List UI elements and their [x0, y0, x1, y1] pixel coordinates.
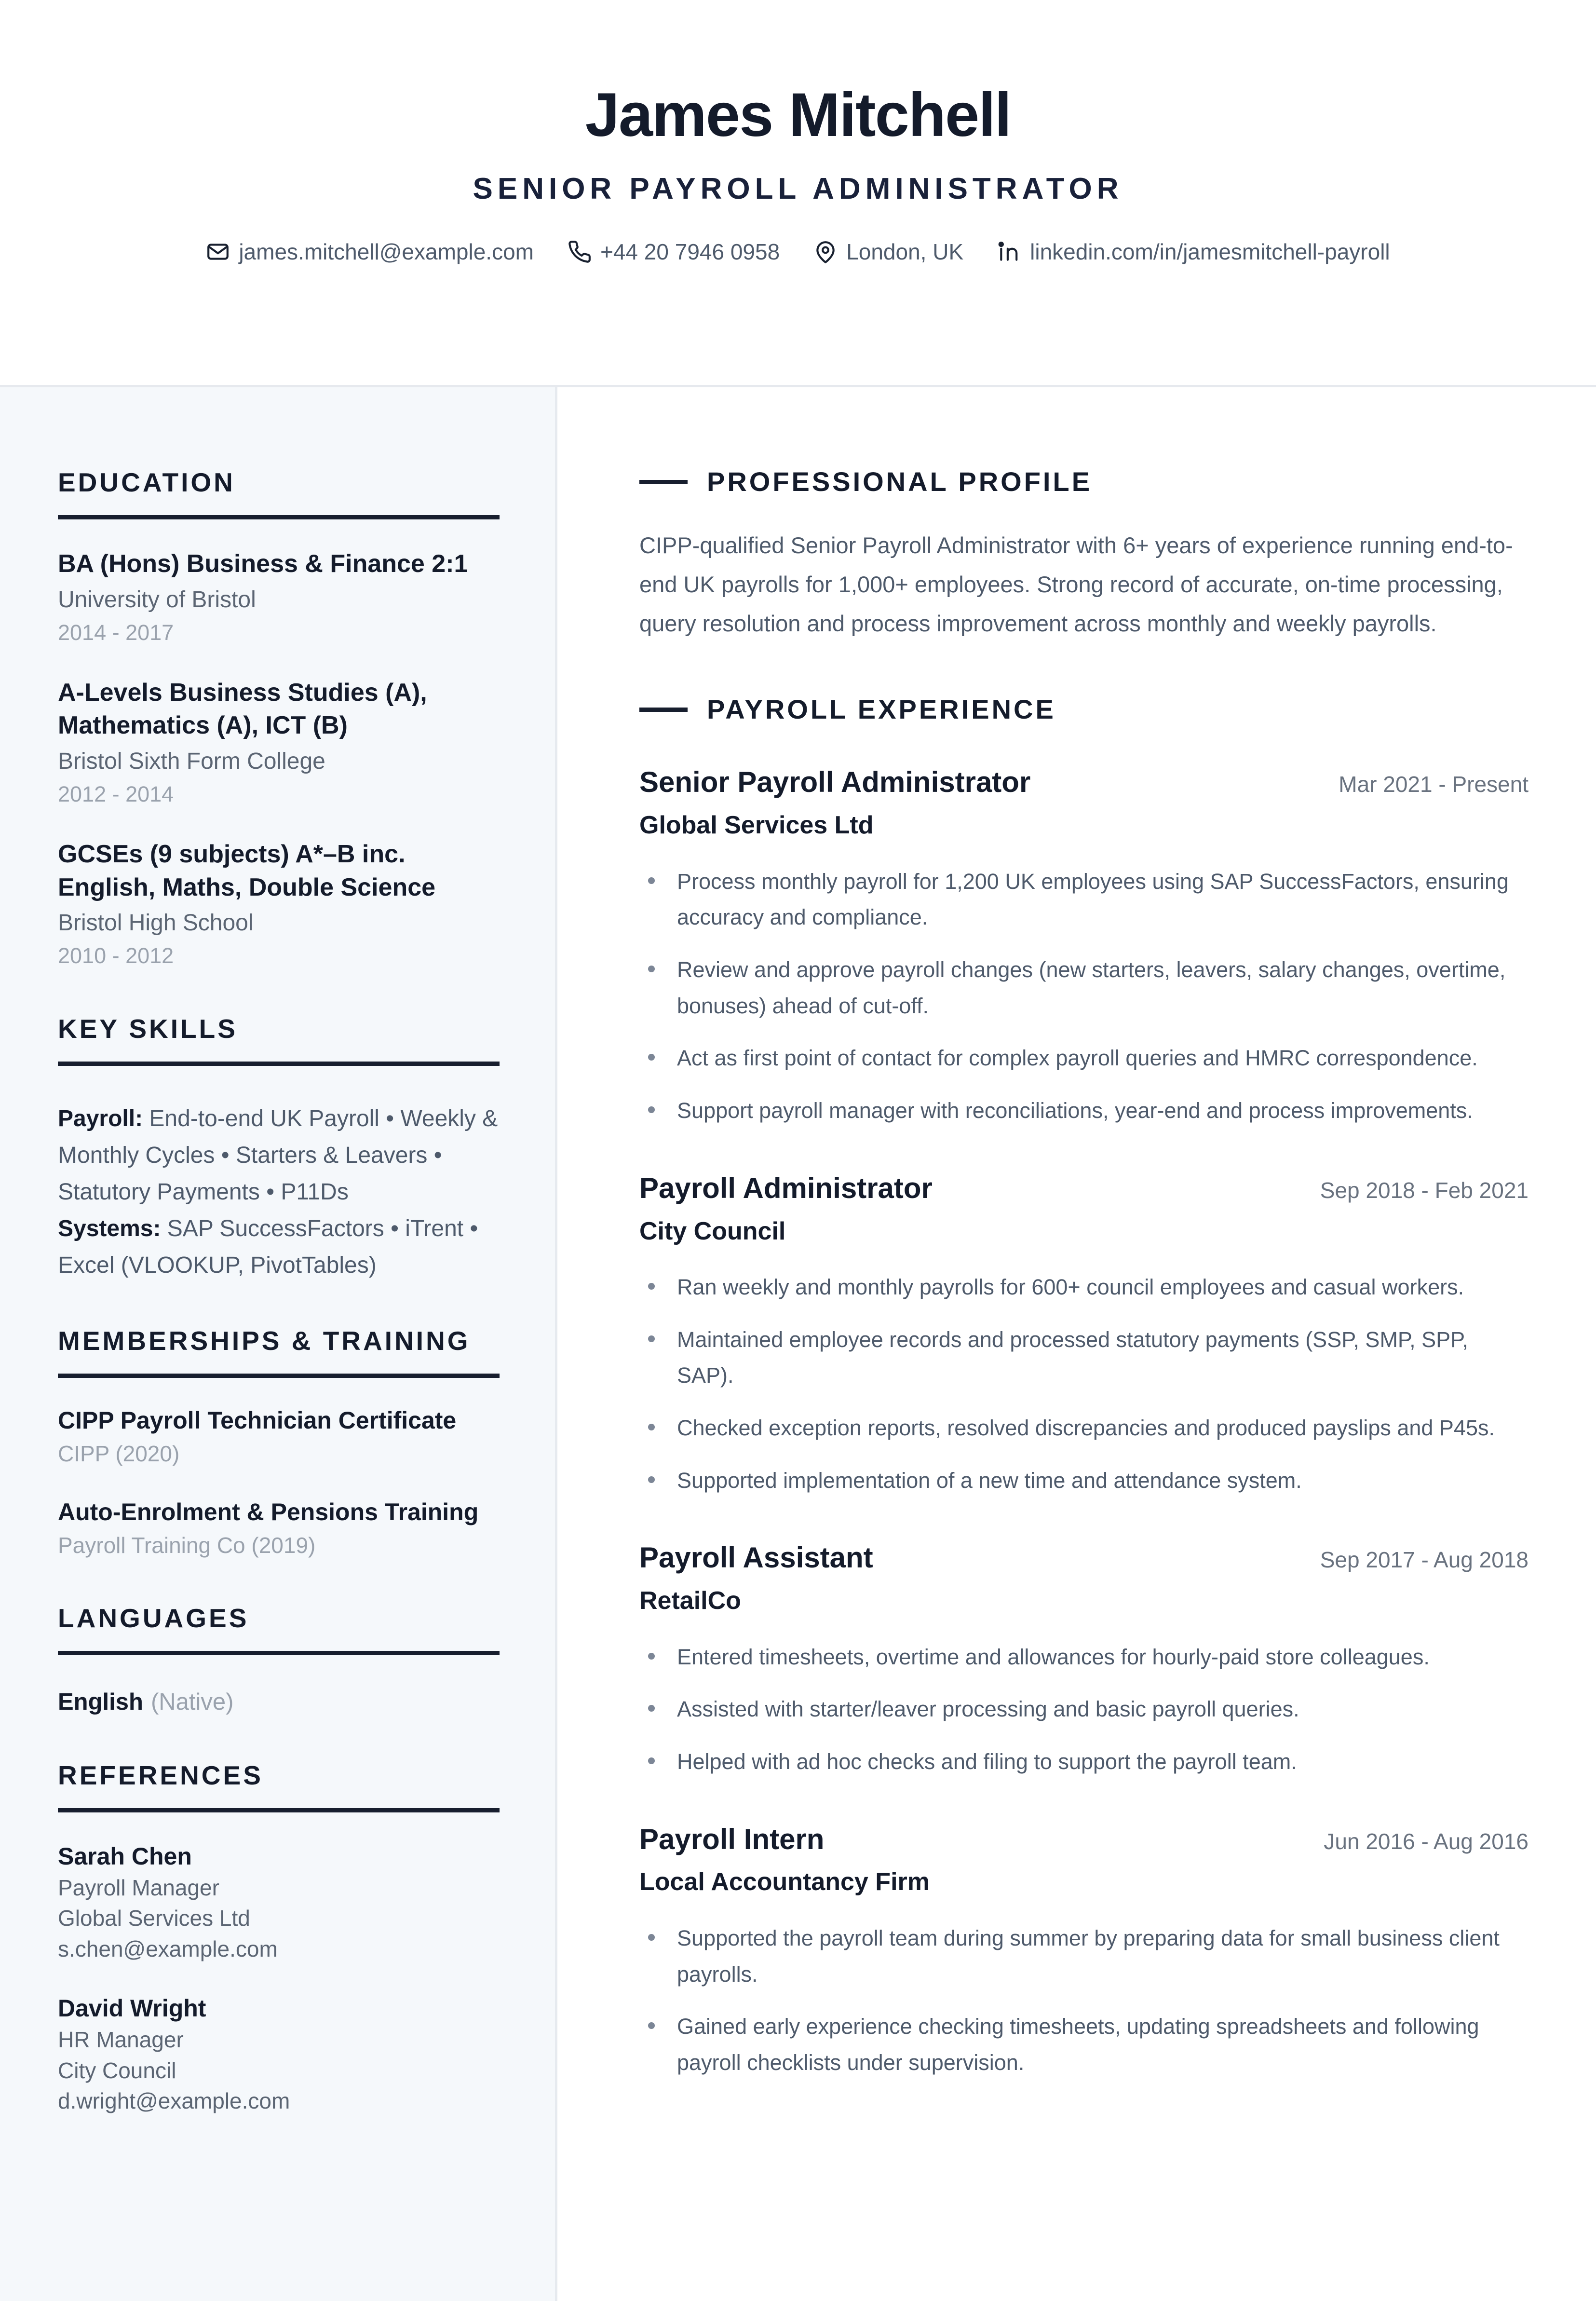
- experience-bullet: [639, 1093, 1528, 1129]
- experience-bullet-text: Assisted with starter/leaver processing and basic payroll queries.: [677, 1697, 1299, 1722]
- experience-item-header: [639, 1541, 1528, 1575]
- experience-dates: Jun 2016 - Aug 2016: [1324, 1828, 1528, 1854]
- experience-org: Global Services Ltd: [639, 811, 874, 840]
- experience-bullet: [639, 1463, 1528, 1499]
- resume-header: [0, 0, 1596, 387]
- experience-org: City Council: [639, 1217, 786, 1245]
- section-experience-header: [639, 696, 1528, 723]
- experience-bullet: [639, 1322, 1528, 1394]
- section-profile-header: [639, 468, 1528, 495]
- bullet-dot-icon: [648, 1653, 655, 1660]
- experience-item: [639, 1171, 1528, 1499]
- bullet-dot-icon: [648, 1705, 655, 1712]
- profile-text: CIPP-qualified Senior Payroll Administrator with 6+ years of experience running end-to-end UK payrolls for 1,000+ employees. Strong record of accurate, on-time processing, query resolution and process improvement across monthly and weekly payrolls.: [639, 532, 1513, 636]
- experience-bullet-text: Gained early experience checking timesheets, updating spreadsheets and following payroll checklists under supervision.: [677, 2014, 1479, 2075]
- membership-name: Auto-Enrolment & Pensions Training: [58, 1498, 479, 1525]
- experience-bullets: [639, 1269, 1528, 1498]
- section-education: [58, 469, 500, 971]
- contact-bar: [189, 240, 1407, 264]
- section-payroll-experience: [639, 696, 1528, 2081]
- education-degree: GCSEs (9 subjects) A*–B inc. English, Maths, Double Science: [58, 840, 436, 901]
- spacer: [58, 1283, 500, 1328]
- reference-title: Payroll Manager: [58, 1875, 219, 1900]
- section-rule: [58, 1374, 500, 1378]
- skill-group: [58, 1211, 500, 1284]
- experience-bullet-text: Checked exception reports, resolved discrepancies and produced payslips and P45s.: [677, 1416, 1495, 1441]
- section-key-skills-heading: KEY SKILLS: [58, 1014, 238, 1044]
- skill-group: [58, 1101, 500, 1210]
- key-skills-body: [58, 1101, 500, 1283]
- contact-phone[interactable]: [568, 240, 780, 264]
- bullet-dot-icon: [648, 1934, 655, 1941]
- bullet-dot-icon: [648, 1054, 655, 1061]
- contact-email-text: james.mitchell@example.com: [239, 239, 534, 265]
- experience-dates: Sep 2018 - Feb 2021: [1320, 1177, 1528, 1203]
- section-rule: [58, 515, 500, 519]
- experience-bullets: [639, 1639, 1528, 1780]
- section-dash-icon: [639, 708, 688, 712]
- education-item: [58, 676, 500, 810]
- experience-bullet: [639, 2009, 1528, 2081]
- reference-name: Sarah Chen: [58, 1842, 192, 1870]
- education-years: 2012 - 2014: [58, 782, 174, 807]
- experience-bullet: [639, 1691, 1528, 1728]
- bullet-dot-icon: [648, 2022, 655, 2029]
- reference-title: HR Manager: [58, 2027, 184, 2053]
- experience-item-header: [639, 765, 1528, 800]
- experience-bullet: [639, 1040, 1528, 1076]
- education-degree: BA (Hons) Business & Finance 2:1: [58, 550, 468, 578]
- education-years: 2010 - 2012: [58, 943, 174, 968]
- experience-bullet: [639, 1639, 1528, 1675]
- education-org: Bristol Sixth Form College: [58, 748, 325, 774]
- experience-dates: Mar 2021 - Present: [1339, 772, 1528, 797]
- experience-bullet-text: Act as first point of contact for complex payroll queries and HMRC correspondence.: [677, 1046, 1478, 1071]
- candidate-role: SENIOR PAYROLL ADMINISTRATOR: [473, 172, 1123, 206]
- education-degree: A-Levels Business Studies (A), Mathematics (A), ICT (B): [58, 678, 427, 740]
- experience-bullet-text: Ran weekly and monthly payrolls for 600+ council employees and casual workers.: [677, 1274, 1464, 1299]
- section-memberships: [58, 1328, 500, 1561]
- section-rule: [58, 1651, 500, 1655]
- section-languages-heading: LANGUAGES: [58, 1603, 249, 1634]
- section-profile-heading: PROFESSIONAL PROFILE: [707, 466, 1093, 497]
- phone-icon: [568, 240, 592, 264]
- spacer: [58, 1561, 500, 1605]
- experience-title: Payroll Intern: [639, 1823, 825, 1855]
- bullet-dot-icon: [648, 877, 655, 884]
- experience-bullet: [639, 1410, 1528, 1446]
- education-item: [58, 547, 500, 648]
- reference-item: [58, 1840, 500, 1964]
- experience-dates: Sep 2017 - Aug 2018: [1320, 1547, 1528, 1573]
- reference-email[interactable]: d.wright@example.com: [58, 2088, 290, 2114]
- membership-org: CIPP (2020): [58, 1441, 180, 1467]
- experience-item-header: [639, 1823, 1528, 1857]
- experience-bullet-text: Support payroll manager with reconciliations, year-end and process improvements.: [677, 1098, 1473, 1123]
- section-languages: [58, 1605, 500, 1718]
- membership-name: CIPP Payroll Technician Certificate: [58, 1407, 457, 1434]
- language-name: English: [58, 1689, 143, 1716]
- experience-bullet-text: Supported implementation of a new time and attendance system.: [677, 1468, 1302, 1493]
- bullet-dot-icon: [648, 1335, 655, 1342]
- spacer: [58, 971, 500, 1016]
- experience-bullet-text: Helped with ad hoc checks and filing to support the payroll team.: [677, 1749, 1297, 1774]
- membership-item: [58, 1497, 500, 1561]
- experience-bullet-text: Maintained employee records and processed statutory payments (SSP, SMP, SPP, SAP).: [677, 1327, 1468, 1388]
- experience-title: Senior Payroll Administrator: [639, 766, 1031, 799]
- envelope-icon: [206, 240, 230, 264]
- section-references-heading: REFERENCES: [58, 1760, 263, 1790]
- contact-email[interactable]: [206, 240, 534, 264]
- contact-location-text: London, UK: [846, 239, 964, 265]
- resume-main: [557, 387, 1596, 2301]
- section-professional-profile: [639, 468, 1528, 643]
- resume-body: [0, 387, 1596, 2301]
- experience-item: [639, 765, 1528, 1129]
- section-key-skills: [58, 1016, 500, 1283]
- reference-org: Global Services Ltd: [58, 1906, 250, 1931]
- experience-bullet-text: Review and approve payroll changes (new starters, leavers, salary changes, overtime, bonuses) ahead of cut-off.: [677, 957, 1506, 1018]
- reference-name: David Wright: [58, 1995, 206, 2022]
- experience-bullet: [639, 1269, 1528, 1306]
- location-pin-icon: [813, 240, 838, 264]
- experience-bullet-text: Supported the payroll team during summer by preparing data for small business client payrolls.: [677, 1925, 1500, 1987]
- bullet-dot-icon: [648, 1283, 655, 1290]
- candidate-name: James Mitchell: [585, 81, 1011, 150]
- experience-bullet: [639, 1920, 1528, 1992]
- section-education-heading: EDUCATION: [58, 467, 235, 497]
- experience-item: [639, 1541, 1528, 1780]
- reference-org: City Council: [58, 2057, 176, 2083]
- reference-item: [58, 1992, 500, 2116]
- experience-item-header: [639, 1171, 1528, 1206]
- linkedin-icon: [997, 240, 1021, 264]
- skill-group-label: Systems:: [58, 1215, 161, 1241]
- language-item: [58, 1687, 500, 1718]
- skill-group-value: End-to-end UK Payroll • Weekly & Monthly Cycles • Starters & Leavers • Statutory Payments • P11Ds: [58, 1106, 498, 1205]
- skill-group-label: Payroll:: [58, 1106, 143, 1132]
- skill-group-value: SAP SuccessFactors • iTrent • Excel (VLOOKUP, PivotTables): [58, 1215, 478, 1278]
- experience-bullet-text: Entered timesheets, overtime and allowances for hourly-paid store colleagues.: [677, 1644, 1430, 1669]
- resume-sidebar: [0, 387, 557, 2301]
- membership-item: [58, 1405, 500, 1469]
- education-org: Bristol High School: [58, 910, 254, 936]
- experience-bullet-text: Process monthly payroll for 1,200 UK employees using SAP SuccessFactors, ensuring accuracy and compliance.: [677, 869, 1509, 930]
- section-experience-heading: PAYROLL EXPERIENCE: [707, 694, 1056, 725]
- reference-email[interactable]: s.chen@example.com: [58, 1936, 278, 1961]
- contact-linkedin-text: linkedin.com/in/jamesmitchell-payroll: [1030, 239, 1390, 265]
- bullet-dot-icon: [648, 1757, 655, 1764]
- section-rule: [58, 1062, 500, 1066]
- bullet-dot-icon: [648, 1424, 655, 1430]
- section-references: [58, 1762, 500, 2117]
- section-memberships-heading: MEMBERSHIPS & TRAINING: [58, 1326, 471, 1356]
- experience-bullet: [639, 864, 1528, 936]
- bullet-dot-icon: [648, 1476, 655, 1483]
- experience-org: RetailCo: [639, 1587, 741, 1615]
- experience-bullet: [639, 1744, 1528, 1780]
- experience-bullets: [639, 864, 1528, 1129]
- experience-title: Payroll Assistant: [639, 1541, 873, 1574]
- bullet-dot-icon: [648, 1106, 655, 1113]
- contact-phone-text: +44 20 7946 0958: [600, 239, 780, 265]
- language-level: (Native): [150, 1689, 234, 1716]
- experience-bullet: [639, 952, 1528, 1024]
- section-dash-icon: [639, 480, 688, 484]
- contact-location[interactable]: [813, 240, 963, 264]
- education-org: University of Bristol: [58, 586, 256, 613]
- education-years: 2014 - 2017: [58, 620, 174, 645]
- section-rule: [58, 1808, 500, 1812]
- membership-org: Payroll Training Co (2019): [58, 1532, 316, 1558]
- experience-org: Local Accountancy Firm: [639, 1868, 930, 1896]
- education-item: [58, 838, 500, 971]
- bullet-dot-icon: [648, 966, 655, 972]
- spacer: [58, 1718, 500, 1762]
- experience-title: Payroll Administrator: [639, 1171, 933, 1204]
- contact-linkedin[interactable]: [997, 240, 1390, 264]
- experience-bullets: [639, 1920, 1528, 2081]
- experience-item: [639, 1823, 1528, 2081]
